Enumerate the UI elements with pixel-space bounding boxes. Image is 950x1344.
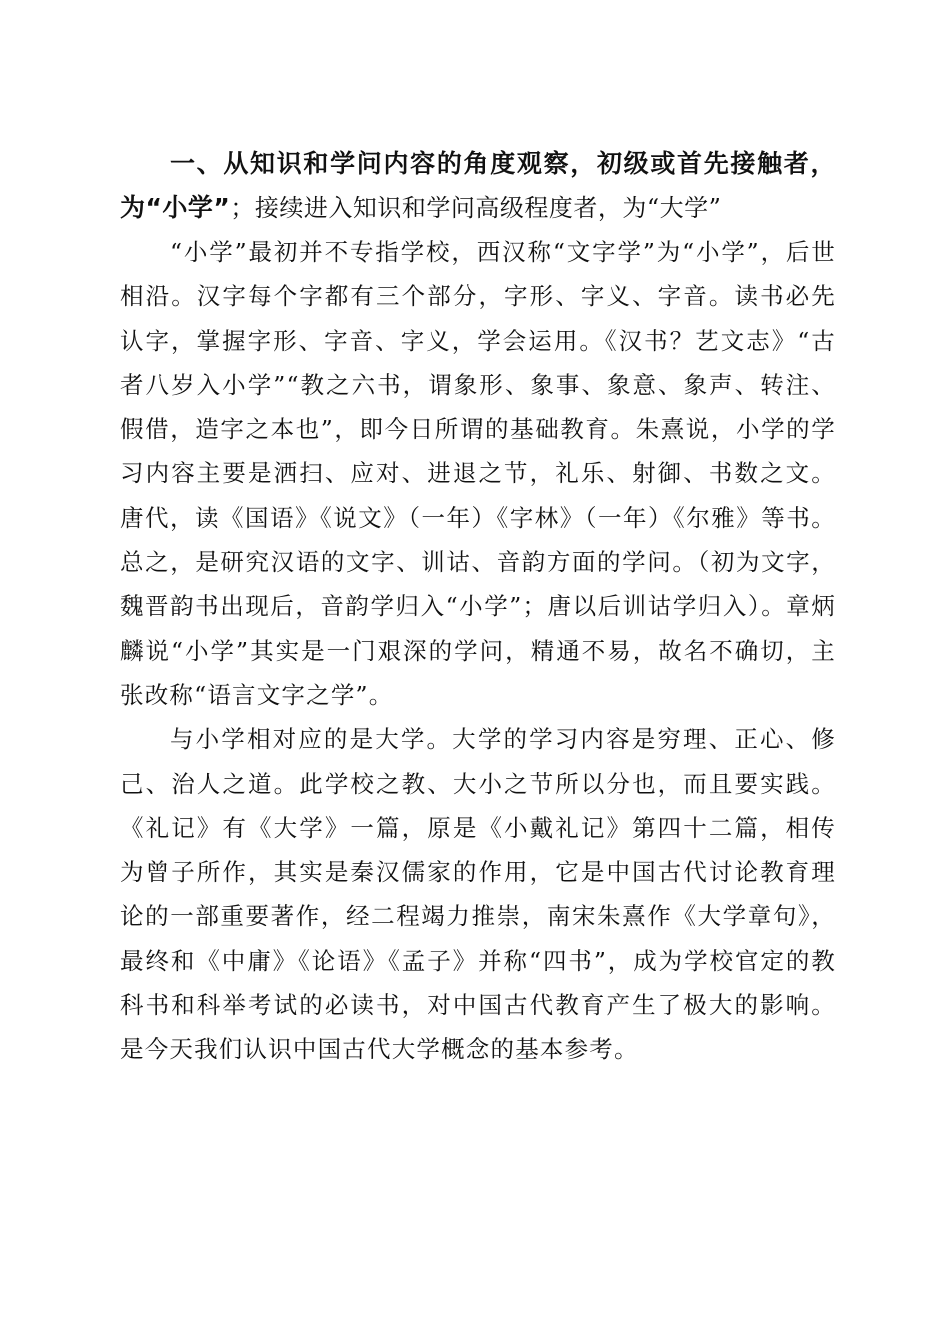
document-body <box>120 142 836 1072</box>
section-heading-bold: 一、从知识和学问内容的角度观察，初级或首先接触者，为“小学” <box>120 149 836 222</box>
paragraph-xiaoxue: “小学”最初并不专指学校，西汉称“文字学”为“小学”，后世相沿。汉字每个字都有三个部分，字形、字义、字音。读书必先认字，掌握字形、字音、字义，学会运用。《汉书？艺文志》“古者八岁入小学”“教之六书，谓象形、象事、象意、象声、转注、假借，造字之本也”，即今日所谓的基础教育。朱熹说，小学的学习内容主要是洒扫、应对、进退之节，礼乐、射御、书数之文。唐代，读《国语》《说文》（一年）《字林》（一年）《尔雅》等书。总之，是研究汉语的文字、训诂、音韵方面的学问。（初为文字，魏晋韵书出现后，音韵学归入“小学”；唐以后训诂学归入）。章炳麟说“小学”其实是一门艰深的学问，精通不易，故名不确切，主张改称“语言文字之学”。 <box>120 238 836 709</box>
paragraph-daxue: 与小学相对应的是大学。大学的学习内容是穷理、正心、修己、治人之道。此学校之教、大小之节所以分也，而且要实践。《礼记》有《大学》一篇，原是《小戴礼记》第四十二篇，相传为曾子所作，其实是秦汉儒家的作用，它是中国古代讨论教育理论的一部重要著作，经二程竭力推崇，南宋朱熹作《大学章句》，最终和《中庸》《论语》《孟子》并称“四书”，成为学校官定的教科书和科举考试的必读书，对中国古代教育产生了极大的影响。是今天我们认识中国古代大学概念的基本参考。 <box>120 725 836 1064</box>
section-heading-rest: ；接续进入知识和学问高级程度者，为“大学” <box>230 194 722 222</box>
section-heading <box>120 142 836 230</box>
